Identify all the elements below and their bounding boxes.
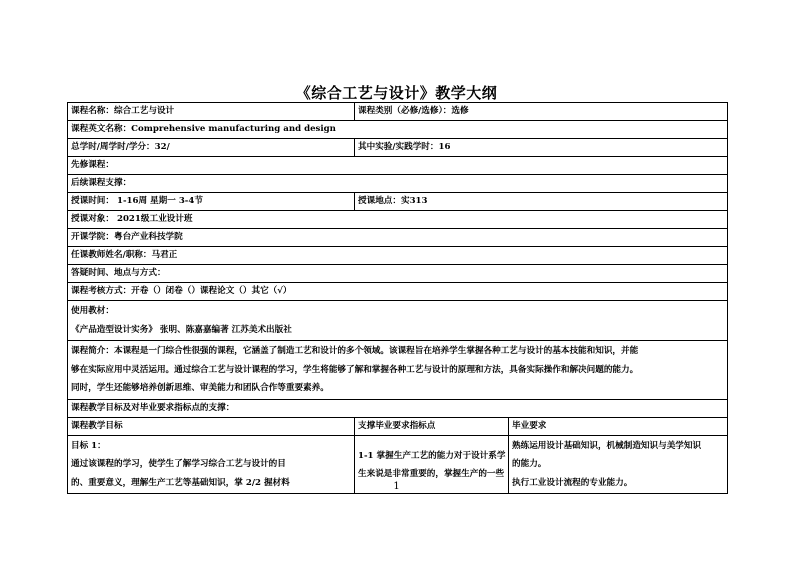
row-prerequisite xyxy=(68,157,728,175)
row-intro xyxy=(68,341,728,400)
follow-up-cell: 后续课程支撑： xyxy=(68,175,728,193)
intro-line: 课程简介：本课程是一门综合性很强的课程，它涵盖了制造工艺和设计的多个领域。该课程旨在培养学生掌握各种工艺与设计的基本技能和知识，并能 xyxy=(71,346,639,356)
english-name-cell: 课程英文名称：Comprehensive manufacturing and design xyxy=(68,121,728,139)
teacher-cell: 任课教师姓名/职称：马君正 xyxy=(68,247,728,265)
textbook-value: 《产品造型设计实务》 张明、陈嘉嘉编著 江苏美术出版社 xyxy=(71,324,292,335)
requirement-line: 熟练运用设计基础知识，机械制造知识与美学知识 xyxy=(512,440,702,451)
intro-line: 够在实际应用中灵活运用。通过综合工艺与设计课程的学习，学生将能够了解和掌握各种工艺与设计的原理和方法，具备实际操作和解决问题的能力。 xyxy=(71,364,639,375)
college-cell: 开课学院：粤台产业科技学院 xyxy=(68,229,728,247)
row-english-name xyxy=(68,121,728,139)
row-hours xyxy=(68,139,728,157)
requirement-line: 的能力。 xyxy=(512,459,547,469)
row-qa xyxy=(68,265,728,283)
textbook-label: 使用教材： xyxy=(71,306,114,316)
teaching-time-cell: 授课时间： 1-16周 星期一 3-4节 xyxy=(68,193,355,211)
intro-line: 同时，学生还能够培养创新思维、审美能力和团队合作等重要素养。 xyxy=(71,383,329,393)
goal-line: 目标 1： xyxy=(71,440,106,451)
row-teacher xyxy=(68,247,728,265)
lab-hours-cell: 其中实验/实践学时：16 xyxy=(355,139,728,157)
row-audience xyxy=(68,211,728,229)
prerequisite-cell: 先修课程： xyxy=(68,157,728,175)
course-outline-table xyxy=(67,102,728,494)
textbook-cell xyxy=(68,301,728,341)
requirement-line: 执行工业设计流程的专业能力。 xyxy=(512,477,633,488)
indicator-line: 生来说是非常重要的，掌握生产的一些 xyxy=(358,469,505,479)
row-teaching-time xyxy=(68,193,728,211)
row-course-name xyxy=(68,103,728,121)
document-title: 《综合工艺与设计》教学大纲 xyxy=(295,84,498,102)
indicator-line: 1-1 掌握生产工艺的能力对于设计系学 xyxy=(358,450,506,461)
row-follow-up xyxy=(68,175,728,193)
requirement-column-header: 毕业要求 xyxy=(509,417,728,435)
assessment-cell: 课程考核方式：开卷（）闭卷（）课程论文（）其它（√） xyxy=(68,283,728,301)
indicator-column-header: 支撑毕业要求指标点 xyxy=(355,417,509,435)
objectives-header-cell: 课程教学目标及对毕业要求指标点的支撑： xyxy=(68,399,728,417)
row-objectives-columns xyxy=(68,417,728,435)
goal-line: 通过该课程的学习，使学生了解学习综合工艺与设计的目 xyxy=(71,459,286,469)
teaching-place-cell: 授课地点：实313 xyxy=(355,193,728,211)
hours-cell: 总学时/周学时/学分：32/ xyxy=(68,139,355,157)
course-type-cell: 课程类别（必修/选修）：选修 xyxy=(355,103,728,121)
row-objectives-header xyxy=(68,399,728,417)
row-assessment xyxy=(68,283,728,301)
goal-column-header: 课程教学目标 xyxy=(68,417,355,435)
row-textbook xyxy=(68,301,728,341)
course-name-cell: 课程名称：综合工艺与设计 xyxy=(68,103,355,121)
qa-cell: 答疑时间、地点与方式： xyxy=(68,265,728,283)
goal-line: 的、重要意义，理解生产工艺等基础知识，掌 2/2 握材料 xyxy=(71,477,290,488)
row-college xyxy=(68,229,728,247)
audience-cell: 授课对象： 2021级工业设计班 xyxy=(68,211,728,229)
page-number: 1 xyxy=(393,481,400,492)
intro-cell xyxy=(68,341,728,400)
